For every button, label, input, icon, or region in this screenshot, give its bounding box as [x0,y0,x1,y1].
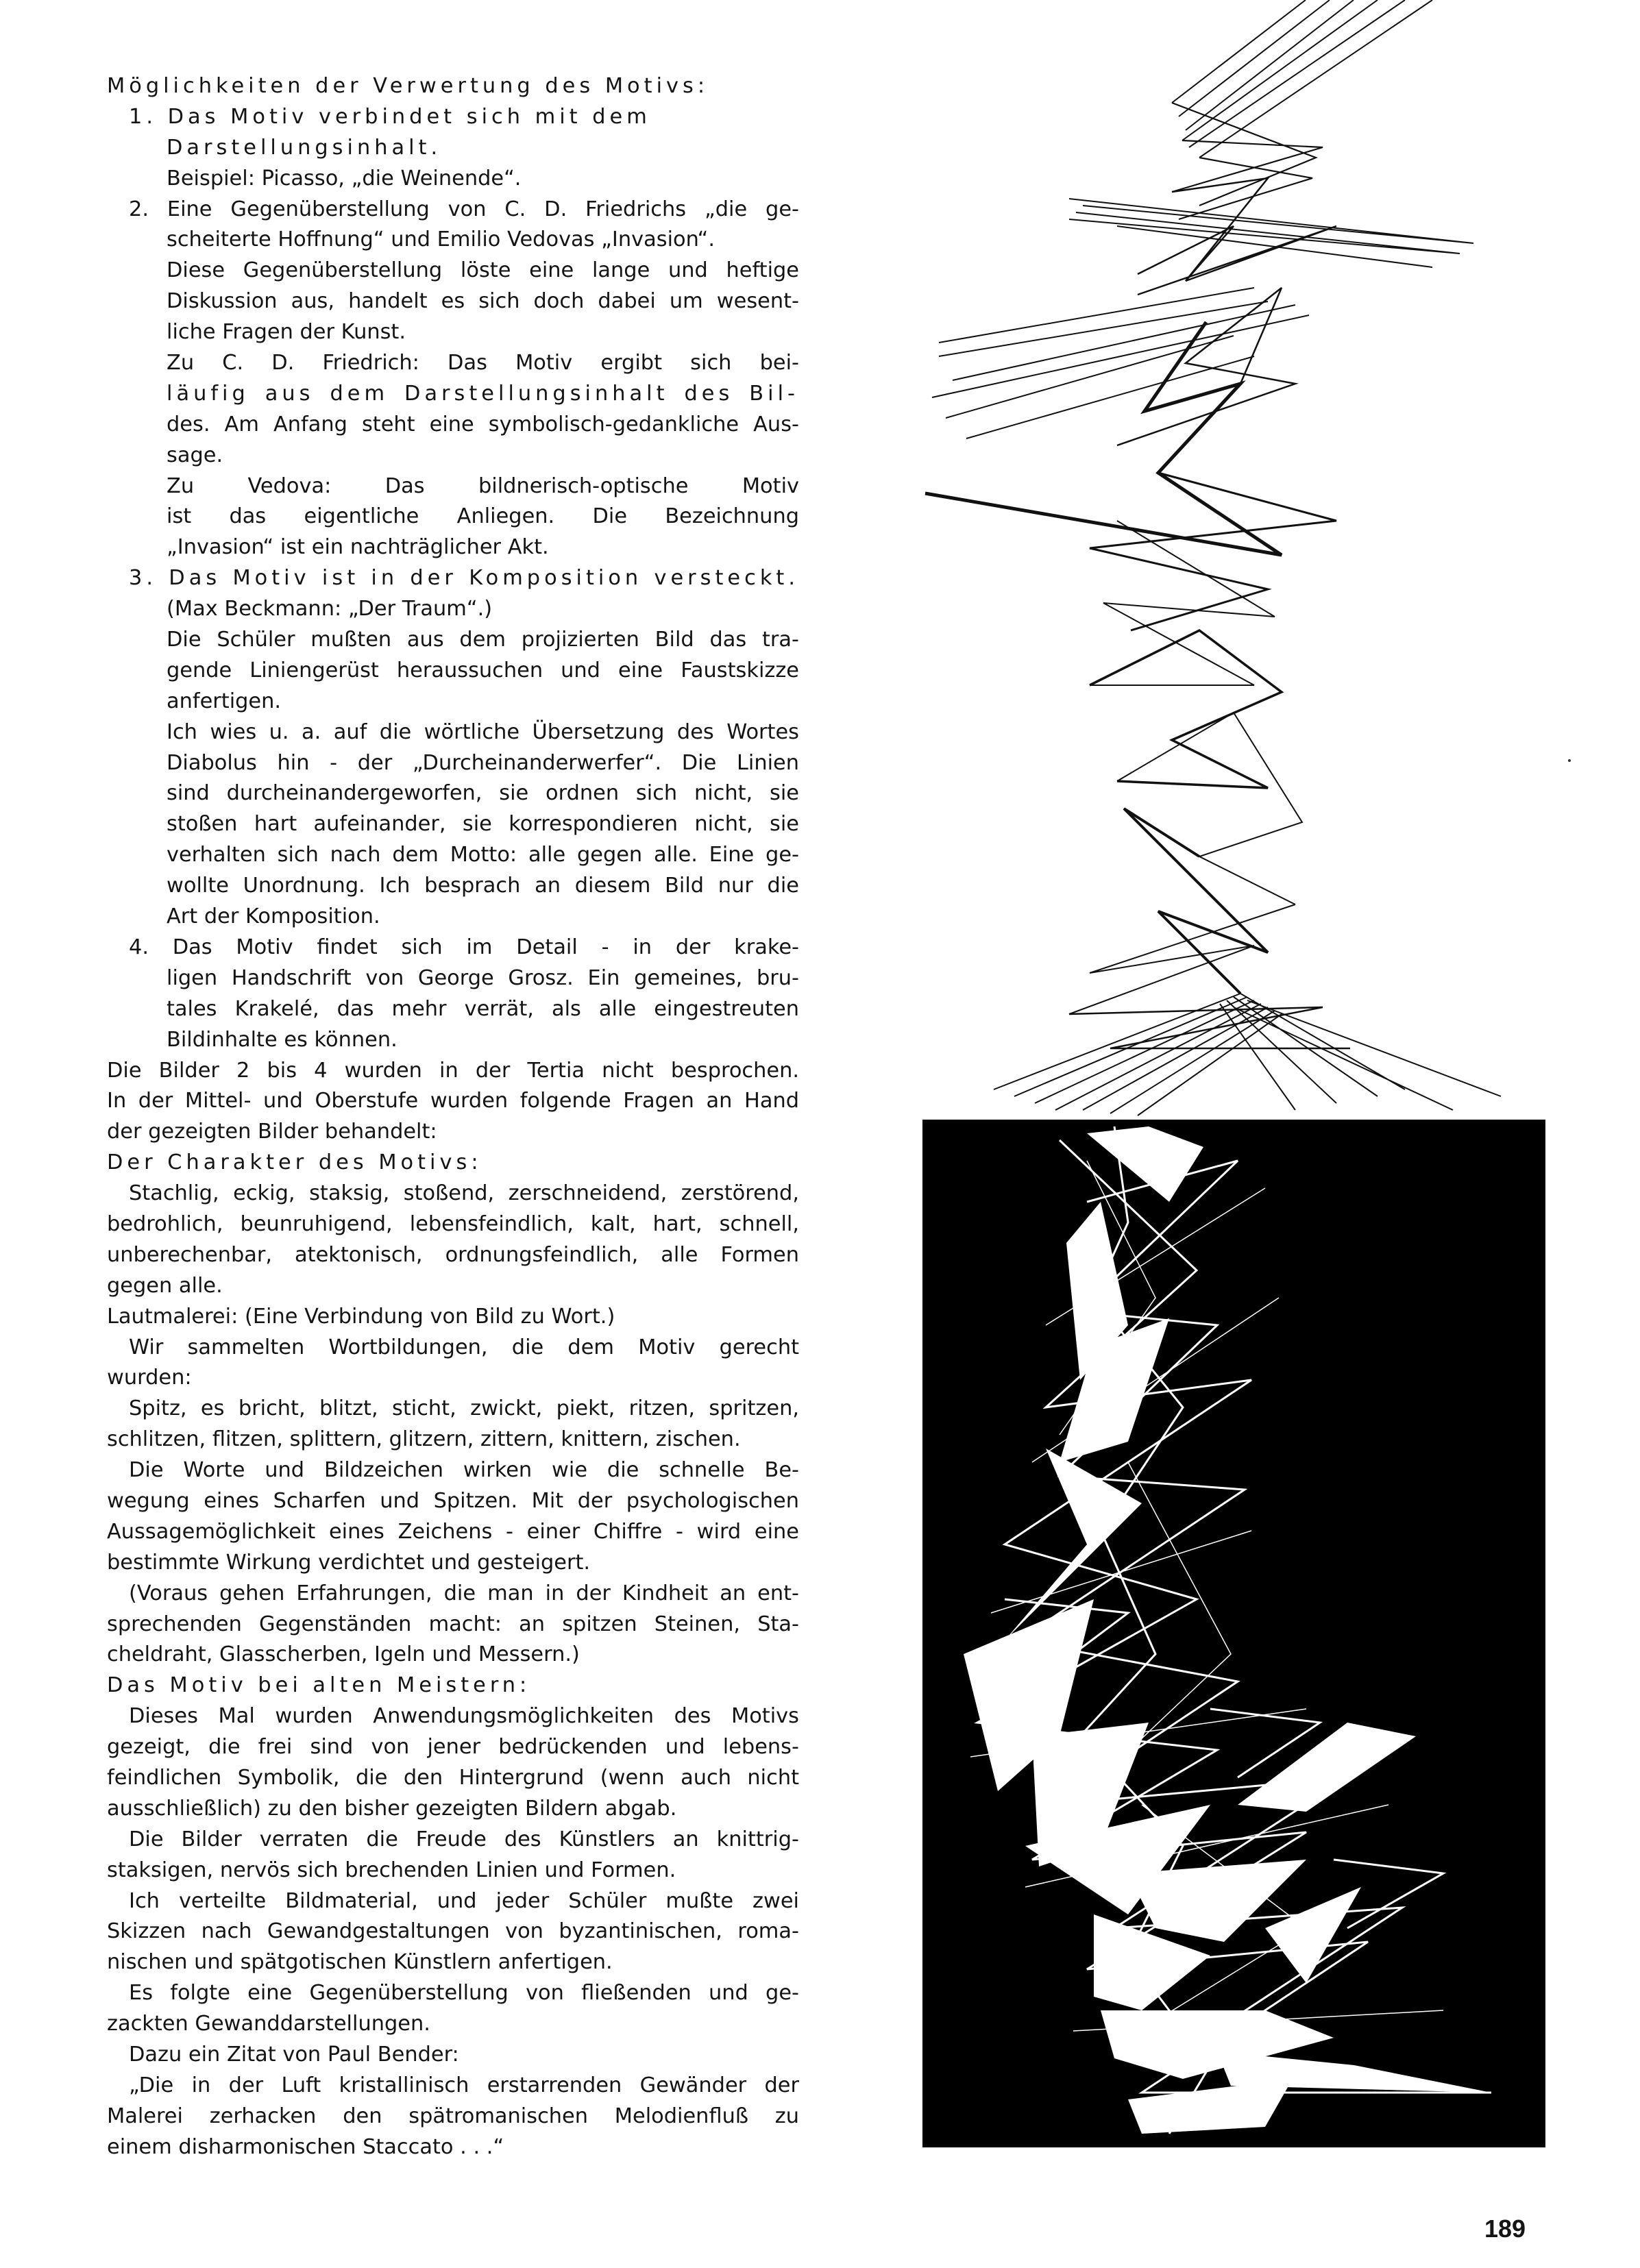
text-line: tales Krakelé, das mehr verrät, als alle eingestreuten [167,996,799,1021]
text-line: Diskussion aus, handelt es sich doch dabei um wesent- [167,289,799,314]
text-line: Stachlig, eckig, staksig, stoßend, zerschneidend, zerstörend, [129,1181,799,1206]
text-line: liche Fragen der Kunst. [167,320,406,345]
text-line: schlitzen, flitzen, splittern, glitzern, zittern, knittern, zischen. [107,1427,741,1452]
text-line: Ich verteilte Bildmaterial, und jeder Schüler mußte zwei [129,1888,799,1913]
text-line: gende Liniengerüst heraussuchen und eine Faustskizze [167,658,799,682]
text-line: nischen und spätgotischen Künstlern anfertigen. [107,1950,613,1975]
text-line: feindlichen Symbolik, die den Hintergrund (wenn auch nicht [107,1765,799,1790]
text-line: läufig aus dem Darstellungsinhalt des Bil- [167,381,799,406]
text-line: Ich wies u. a. auf die wörtliche Übersetzung des Wortes [167,719,799,744]
text-line: Zu C. D. Friedrich: Das Motiv ergibt sich bei- [167,351,799,375]
text-line: wurden: [107,1366,192,1390]
text-line: 2. Eine Gegenüberstellung von C. D. Friedrichs „die ge- [129,197,799,221]
text-line: Dazu ein Zitat von Paul Bender: [129,2043,459,2067]
text-line: Der Charakter des Motivs: [107,1150,482,1175]
text-line: Aussagemöglichkeit eines Zeichens - einer Chiffre - wird eine [107,1519,799,1544]
text-line: In der Mittel- und Oberstufe wurden folgende Fragen an Hand [107,1089,799,1113]
text-line: Die Schüler mußten aus dem projizierten Bild das tra- [167,628,799,652]
text-line: stoßen hart aufeinander, sie korrespondieren nicht, sie [167,812,799,837]
text-line: Es folgte eine Gegenüberstellung von fließenden und ge- [129,1981,799,2006]
text-line: Das Motiv bei alten Meistern: [107,1673,531,1698]
zigzag-line-drawing [911,0,1590,1117]
text-line: Dieses Mal wurden Anwendungsmöglichkeiten des Motivs [129,1704,799,1729]
text-line: Zu Vedova: Das bildnerisch-optische Motiv [167,473,799,498]
text-line: ligen Handschrift von George Grosz. Ein gemeines, bru- [167,965,799,990]
text-line: wollte Unordnung. Ich besprach an diesem Bild nur die [167,874,799,898]
text-line: Art der Komposition. [167,904,380,929]
text-line: der gezeigten Bilder behandelt: [107,1120,437,1144]
abstract-white-shards [922,1120,1545,2147]
text-line: „Die in der Luft kristallinisch erstarrenden Gewänder der [129,2073,799,2097]
text-line: staksigen, nervös sich brechenden Linien und Formen. [107,1858,676,1882]
text-line: Spitz, es bricht, blitzt, sticht, zwickt, piekt, ritzen, spritzen, [129,1396,799,1421]
text-line: „Invasion“ ist ein nachträglicher Akt. [167,535,549,560]
text-line: sind durcheinandergeworfen, sie ordnen sich nicht, sie [167,781,799,806]
text-line: gezeigt, die frei sind von jener bedrückenden und lebens- [107,1735,799,1760]
text-line: des. Am Anfang steht eine symbolisch-gedankliche Aus- [167,412,799,436]
text-line: ausschließlich) zu den bisher gezeigten Bildern abgab. [107,1796,677,1821]
text-line: gegen alle. [107,1273,223,1298]
text-line: wegung eines Scharfen und Spitzen. Mit der psychologischen [107,1488,799,1513]
body-text [107,71,799,2163]
text-line: scheiterte Hoffnung“ und Emilio Vedovas „Invasion“. [167,227,715,252]
text-line: Bildinhalte es können. [167,1027,397,1052]
text-line: 3. Das Motiv ist in der Komposition versteckt. [129,566,799,591]
text-line: verhalten sich nach dem Motto: alle gegen alle. Eine ge- [167,843,799,867]
text-line: anfertigen. [167,689,282,713]
text-line: Möglichkeiten der Verwertung des Motivs: [107,74,709,98]
text-line: Skizzen nach Gewandgestaltungen von byzantinischen, roma- [107,1919,799,1944]
text-line: (Max Beckmann: „Der Traum“.) [167,597,493,621]
text-line: 1. Das Motiv verbindet sich mit dem [129,104,651,129]
text-line: Die Bilder 2 bis 4 wurden in der Tertia nicht besprochen. [107,1058,799,1083]
text-line: (Voraus gehen Erfahrungen, die man in der Kindheit an ent- [129,1581,799,1605]
text-line: Lautmalerei: (Eine Verbindung von Bild zu Wort.) [107,1304,615,1329]
text-line: Diese Gegenüberstellung löste eine lange und heftige [167,258,799,283]
text-line: Diabolus hin - der „Durcheinanderwerfer“. Die Linien [167,750,799,775]
text-line: cheldraht, Glasscherben, Igeln und Messern.) [107,1642,580,1667]
text-line: zackten Gewanddarstellungen. [107,2012,430,2036]
page-number: 189 [1484,2215,1526,2243]
text-line: Die Bilder verraten die Freude des Künstlers an knittrig- [129,1827,799,1851]
text-line: 4. Das Motiv findet sich im Detail - in der krake- [129,935,799,959]
text-line: sage. [167,443,223,467]
text-line: Wir sammelten Wortbildungen, die dem Motiv gerecht [129,1335,799,1359]
text-line: Darstellungsinhalt. [167,135,442,160]
text-line: bestimmte Wirkung verdichtet und gesteigert. [107,1550,591,1575]
text-line: einem disharmonischen Staccato . . .“ [107,2134,504,2159]
text-line: ist das eigentliche Anliegen. Die Bezeichnung [167,504,799,529]
text-line: Malerei zerhacken den spätromanischen Melodienfluß zu [107,2104,799,2128]
text-line: Die Worte und Bildzeichen wirken wie die schnelle Be- [129,1458,799,1483]
text-line: bedrohlich, beunruhigend, lebensfeindlich, kalt, hart, schnell, [107,1211,799,1236]
text-line: Beispiel: Picasso, „die Weinende“. [167,166,522,190]
text-line: sprechenden Gegenständen macht: an spitzen Steinen, Sta- [107,1612,799,1636]
text-line: unberechenbar, atektonisch, ordnungsfeindlich, alle Formen [107,1242,799,1267]
